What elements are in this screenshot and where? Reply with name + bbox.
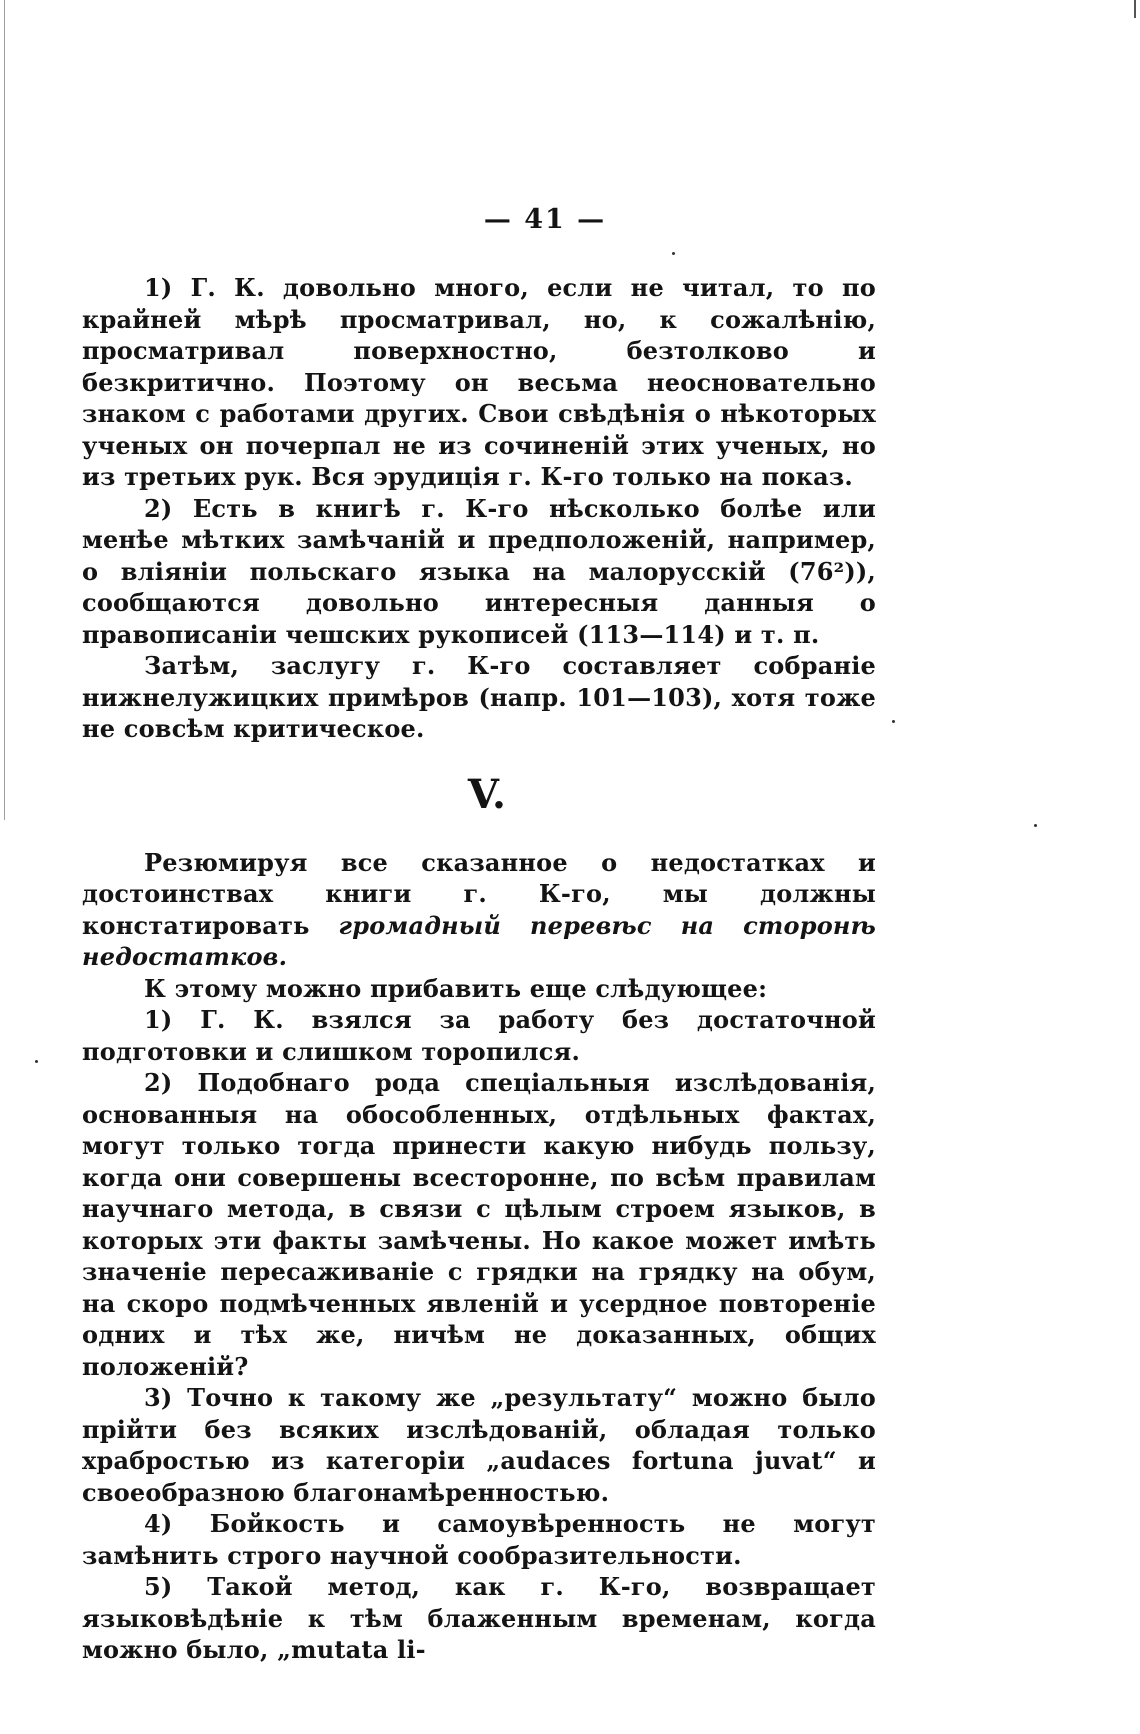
ink-speck <box>892 720 895 723</box>
ink-speck <box>35 1060 38 1063</box>
body-text <box>82 272 876 1666</box>
scan-left-edge <box>4 0 5 820</box>
paragraph-4-text: Резюмируя все сказанное о недостатках и достоинствах книги г. К-го, мы должны констатировать <box>82 847 876 940</box>
paragraph-3: Затѣм, заслугу г. К-го составляет собраніе нижнелужицких примѣров (напр. 101—103), хотя тоже не совсѣм критическое. <box>82 651 876 743</box>
paragraph-7: 2) Подобнаго рода спеціальныя изслѣдованія, основанныя на обособленных, отдѣльных фактах, могут только тогда принести какую нибудь пользу, когда они совершены всесторонне, по всѣм правилам научнаго метода, в связи с цѣлым строем языков, в которых эти факты замѣчены. Но какое может имѣть значеніе пересаживаніе с грядки на грядку на обум, на скоро подмѣченных явленій и усердное повтореніе одних и тѣх же, ничѣм не доказанных, общих положеній? <box>82 1068 876 1381</box>
ink-speck <box>672 252 675 255</box>
paragraph-6: 1) Г. К. взялся за работу без достаточной подготовки и слишком торопился. <box>82 1005 876 1066</box>
paragraph-5: К этому можно прибавить еще слѣдующее: <box>144 973 768 1003</box>
paragraph-8: 3) Точно к такому же „результату“ можно было прійти без всяких изслѣдованій, обладая только храбростью из категоріи „audaces fortuna juvat“ и своеобразною благонамѣренностью. <box>82 1383 876 1507</box>
paragraph-9: 4) Бойкость и самоувѣренность не могут замѣнить строго научной сообразительности. <box>82 1509 876 1570</box>
paragraph-4-emphasis: громадный перевѣс на сторонѣ недостатков. <box>82 910 876 971</box>
paragraph-1: 1) Г. К. довольно много, если не читал, то по крайней мѣрѣ просматривал, но, к сожалѣнію, просматривал поверхностно, безтолково и безкритично. Поэтому он весьма неосновательно знаком с работами других. Свои свѣдѣнія о нѣкоторых ученых он почерпал не из сочиненій этих ученых, но из третьих рук. Вся эрудиція г. К-го только на показ. <box>82 273 876 491</box>
paragraph-2: 2) Есть в книгѣ г. К-го нѣсколько болѣе или менѣе мѣтких замѣчаній и предположеній, например, о вліяніи польскаго языка на малорусскій (76²)), сообщаются довольно интересныя данныя о правописаніи чешских рукописей (113—114) и т. п. <box>82 493 876 649</box>
paragraph-10: 5) Такой метод, как г. К-го, возвращает языковѣдѣніе к тѣм блаженным временам, когда можно было, „mutata li- <box>82 1572 876 1664</box>
ink-speck <box>1034 824 1037 827</box>
scan-right-edge <box>1134 0 1136 18</box>
section-heading: V. <box>467 770 507 818</box>
paragraph-4 <box>82 847 876 973</box>
page-number: — 41 — <box>483 204 607 235</box>
